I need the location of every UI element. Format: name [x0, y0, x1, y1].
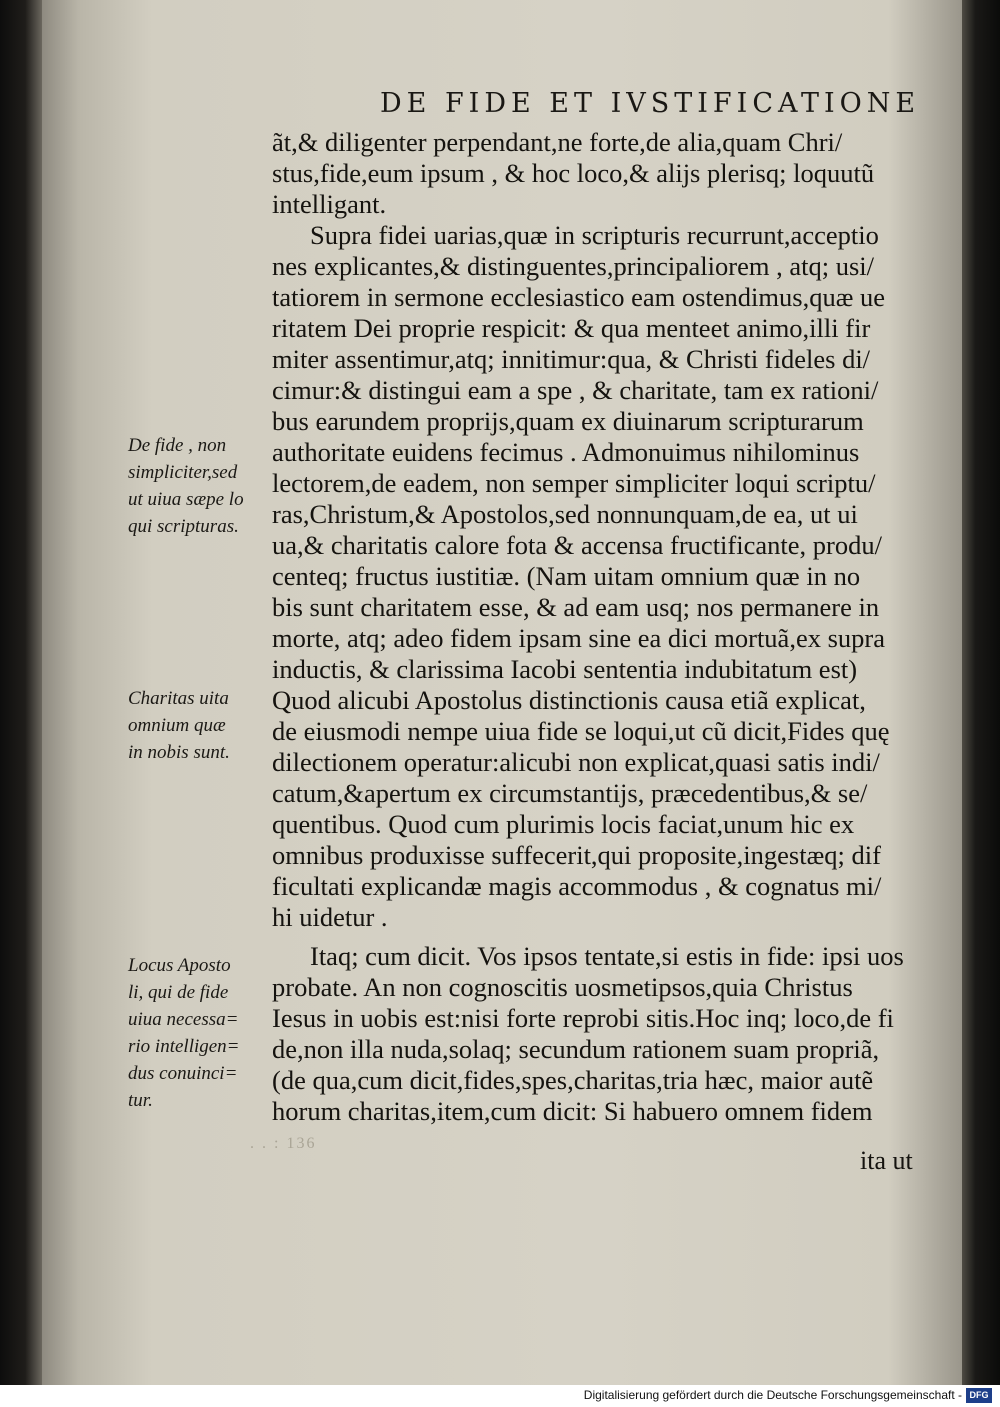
body-line: (de qua,cum dicit,fides,spes,charitas,tria hæc, maior autẽ: [272, 1065, 874, 1095]
body-line: intelligant.: [272, 189, 387, 219]
body-line: horum charitas,item,cum dicit: Si habuero omnem fidem: [272, 1096, 873, 1126]
right-edge-shadow: [962, 0, 1000, 1385]
body-line: Itaq; cum dicit. Vos ipsos tentate,si estis in fide: ipsi uos: [310, 941, 904, 971]
library-stamp: . . : 136: [250, 1135, 317, 1152]
running-head: DE FIDE ET IVSTIFICATIONE: [380, 88, 921, 119]
left-binding-shadow: [0, 0, 42, 1385]
marginal-note-line: dus conuinci=: [128, 1063, 238, 1084]
body-line: dilectionem operatur:alicubi non explicat,quasi satis indi/: [272, 747, 880, 777]
body-line: ras,Christum,& Apostolos,sed nonnunquam,de ea, ut ui: [272, 499, 858, 529]
body-line: de,non illa nuda,solaq; secundum rationem suam propriã,: [272, 1034, 880, 1064]
marginal-note-line: uiua necessa=: [128, 1009, 239, 1030]
body-line: cimur:& distingui eam a spe , & charitate, tam ex rationi/: [272, 375, 879, 405]
body-line: omnibus produxisse suffecerit,qui proposite,ingestæq; dif: [272, 840, 881, 870]
marginal-note-line: qui scripturas.: [128, 516, 239, 537]
body-line: quentibus. Quod cum plurimis locis faciat,unum hic ex: [272, 809, 855, 839]
marginal-note-line: De fide , non: [128, 435, 227, 456]
marginal-note-line: Locus Aposto: [128, 955, 231, 976]
body-line: miter assentimur,atq; innitimur:qua, & Christi fideles di/: [272, 344, 871, 374]
body-line: tatiorem in sermone ecclesiastico eam ostendimus,quæ ue: [272, 282, 886, 312]
marginal-note-line: omnium quæ: [128, 715, 226, 736]
body-line: Iesus in uobis est:nisi forte reprobi sitis.Hoc inq; loco,de fi: [272, 1003, 894, 1033]
marginal-note-line: simpliciter,sed: [128, 462, 238, 483]
body-line: ua,& charitatis calore fota & accensa fructificante, produ/: [272, 530, 882, 560]
catchword: ita ut: [860, 1146, 913, 1175]
marginal-note-line: rio intelligen=: [128, 1036, 240, 1057]
body-line: authoritate euidens fecimus . Admonuimus nihilominus: [272, 437, 860, 467]
footer-bar: [0, 1385, 1000, 1407]
body-line: lectorem,de eadem, non semper simpliciter loqui scriptu/: [272, 468, 876, 498]
body-text: [272, 127, 942, 1127]
body-line: centeq; fructus iustitiæ. (Nam uitam omnium quæ in no: [272, 561, 861, 591]
body-line: ãt,& diligenter perpendant,ne forte,de alia,quam Chri/: [272, 127, 843, 157]
marginal-note: [128, 685, 266, 766]
body-line: stus,fide,eum ipsum , & hoc loco,& alijs plerisq; loquutũ: [272, 158, 875, 188]
marginal-note-line: li, qui de fide: [128, 982, 229, 1003]
body-line: Quod alicubi Apostolus distinctionis causa etiã explicat,: [272, 685, 866, 715]
body-line: bis sunt charitatem esse, & ad eam usq; nos permanere in: [272, 592, 880, 622]
marginal-note: [128, 952, 266, 1114]
marginal-note-line: in nobis sunt.: [128, 742, 230, 763]
body-line: inductis, & clarissima Iacobi sententia indubitatum est): [272, 654, 858, 684]
marginal-note-line: Charitas uita: [128, 688, 229, 709]
body-line: probate. An non cognoscitis uosmetipsos,quia Christus: [272, 972, 853, 1002]
funding-credit: Digitalisierung gefördert durch die Deutsche Forschungsgemeinschaft -: [583, 1388, 962, 1402]
body-line: bus earundem proprijs,quam ex diuinarum scripturarum: [272, 406, 864, 436]
marginal-note-line: tur.: [128, 1090, 153, 1111]
marginal-note-line: ut uiua sæpe lo: [128, 489, 244, 510]
body-line: hi uidetur .: [272, 902, 388, 932]
body-line: catum,&apertum ex circumstantijs, præcedentibus,& se/: [272, 778, 868, 808]
body-line: nes explicantes,& distinguentes,principaliorem , atq; usi/: [272, 251, 875, 281]
body-line: ficultati explicandæ magis accommodus , & cognatus mi/: [272, 871, 882, 901]
dfg-logo: DFG: [966, 1388, 992, 1403]
body-line: de eiusmodi nempe uiua fide se loqui,ut cũ dicit,Fides quę: [272, 716, 890, 746]
body-line: Supra fidei uarias,quæ in scripturis recurrunt,acceptio: [310, 220, 879, 250]
body-line: ritatem Dei proprie respicit: & qua menteet animo,illi fir: [272, 313, 871, 343]
marginal-note: [128, 432, 266, 540]
body-line: morte, atq; adeo fidem ipsam sine ea dici mortuã,ex supra: [272, 623, 885, 653]
